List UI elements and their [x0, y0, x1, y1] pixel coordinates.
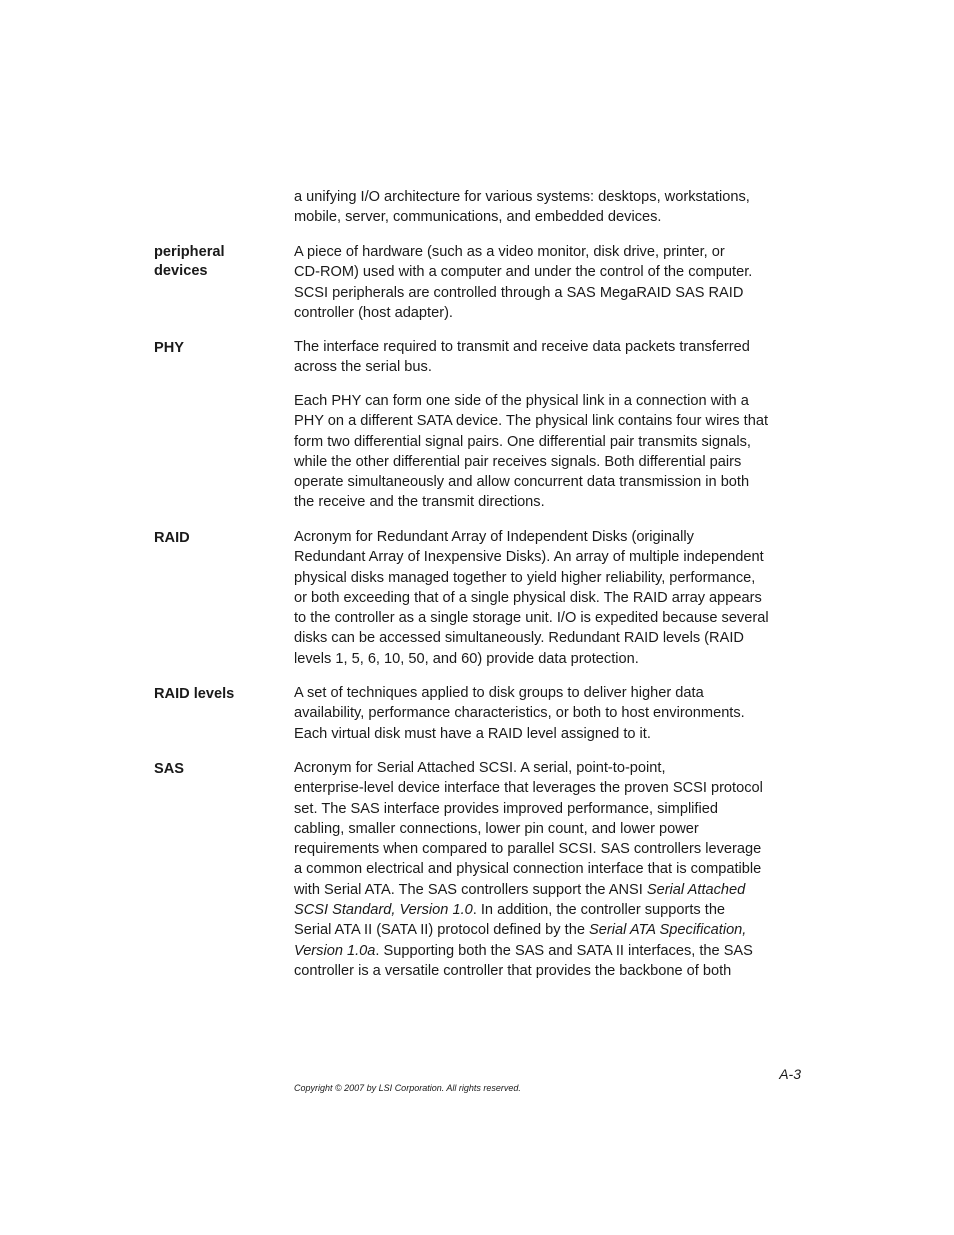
- standard-title-italic: SCSI Standard, Version 1.0: [294, 902, 473, 919]
- text-line: disks can be accessed simultaneously. Redundant RAID levels (RAID: [294, 630, 744, 647]
- standard-title-italic: Version 1.0a: [294, 942, 376, 959]
- text-line: [294, 900, 798, 920]
- text-line: the receive and the transmit directions.: [294, 494, 545, 511]
- text-line: levels 1, 5, 6, 10, 50, and 60) provide data protection.: [294, 650, 639, 667]
- term-line: RAID levels: [154, 686, 235, 702]
- text-line: [294, 880, 798, 900]
- term-phy: [154, 339, 284, 358]
- text-line: A piece of hardware (such as a video monitor, disk drive, printer, or: [294, 244, 725, 260]
- text-line: across the serial bus.: [294, 359, 432, 376]
- text-line: Each PHY can form one side of the physical link in a connection with a: [294, 393, 749, 409]
- text-run: . In addition, the controller supports the: [472, 902, 726, 919]
- text-line: mobile, server, communications, and embedded devices.: [294, 209, 662, 226]
- text-line: Redundant Array of Inexpensive Disks). An array of multiple independent: [294, 549, 764, 566]
- text-line: A set of techniques applied to disk groups to deliver higher data: [294, 685, 704, 701]
- text-line: enterprise-level device interface that leverages the proven SCSI protocol: [294, 780, 763, 797]
- term-raid-levels: [154, 685, 284, 704]
- text-run: Serial ATA II (SATA II) protocol defined by the: [294, 922, 589, 939]
- page-number: A-3: [779, 1066, 801, 1082]
- text-line: while the other differential pair receives signals. Both differential pairs: [294, 453, 742, 470]
- text-line: to the controller as a single storage unit. I/O is expedited because several: [294, 610, 769, 627]
- text-line: or both exceeding that of a single physical disk. The RAID array appears: [294, 589, 762, 606]
- standard-title-italic: Serial ATA Specification,: [589, 922, 747, 939]
- standard-title-italic: Serial Attached: [646, 881, 746, 898]
- term-line: RAID: [154, 530, 190, 546]
- text-line: CD-ROM) used with a computer and under the control of the computer.: [294, 264, 753, 281]
- definition-phy-paragraph-2: [294, 391, 798, 513]
- definition-raid-levels: [294, 683, 798, 744]
- term-line: peripheral: [154, 244, 225, 260]
- text-line: availability, performance characteristics, or both to host environments.: [294, 705, 745, 722]
- text-line: controller (host adapter).: [294, 304, 453, 321]
- text-line: operate simultaneously and allow concurrent data transmission in both: [294, 474, 750, 491]
- definition-phy-paragraph-1: [294, 337, 798, 378]
- text-line: The interface required to transmit and receive data packets transferred: [294, 339, 750, 355]
- term-sas: [154, 760, 284, 779]
- text-line: Acronym for Redundant Array of Independent Disks (originally: [294, 529, 694, 545]
- text-line: controller is a versatile controller that provides the backbone of both: [294, 962, 732, 979]
- copyright-notice: Copyright © 2007 by LSI Corporation. All rights reserved.: [294, 1083, 521, 1093]
- text-line: [294, 920, 798, 940]
- text-line: SCSI peripherals are controlled through a SAS MegaRAID SAS RAID: [294, 284, 744, 301]
- text-line: a unifying I/O architecture for various systems: desktops, workstations,: [294, 189, 750, 205]
- text-line: requirements when compared to parallel SCSI. SAS controllers leverage: [294, 841, 762, 858]
- term-raid: [154, 529, 284, 548]
- text-line: Each virtual disk must have a RAID level assigned to it.: [294, 725, 651, 742]
- text-line: Acronym for Serial Attached SCSI. A serial, point-to-point,: [294, 760, 666, 776]
- term-peripheral-devices: [154, 243, 284, 281]
- term-line: devices: [154, 263, 208, 279]
- text-line: [294, 941, 798, 961]
- text-line: set. The SAS interface provides improved performance, simplified: [294, 800, 718, 817]
- term-line: PHY: [154, 340, 185, 356]
- text-line: PHY on a different SATA device. The physical link contains four wires that: [294, 413, 769, 430]
- text-line: form two differential signal pairs. One differential pair transmits signals,: [294, 433, 751, 450]
- text-run: with Serial ATA. The SAS controllers support the ANSI: [294, 881, 647, 898]
- text-line: physical disks managed together to yield higher reliability, performance,: [294, 569, 756, 586]
- continuation-paragraph: [294, 187, 798, 228]
- text-line: a common electrical and physical connection interface that is compatible: [294, 861, 762, 878]
- definition-raid: [294, 527, 798, 669]
- definition-sas: [294, 758, 798, 981]
- text-line: cabling, smaller connections, lower pin count, and lower power: [294, 820, 699, 837]
- text-run: . Supporting both the SAS and SATA II interfaces, the SAS: [375, 942, 753, 959]
- definition-peripheral-devices: [294, 242, 798, 323]
- term-line: SAS: [154, 761, 185, 777]
